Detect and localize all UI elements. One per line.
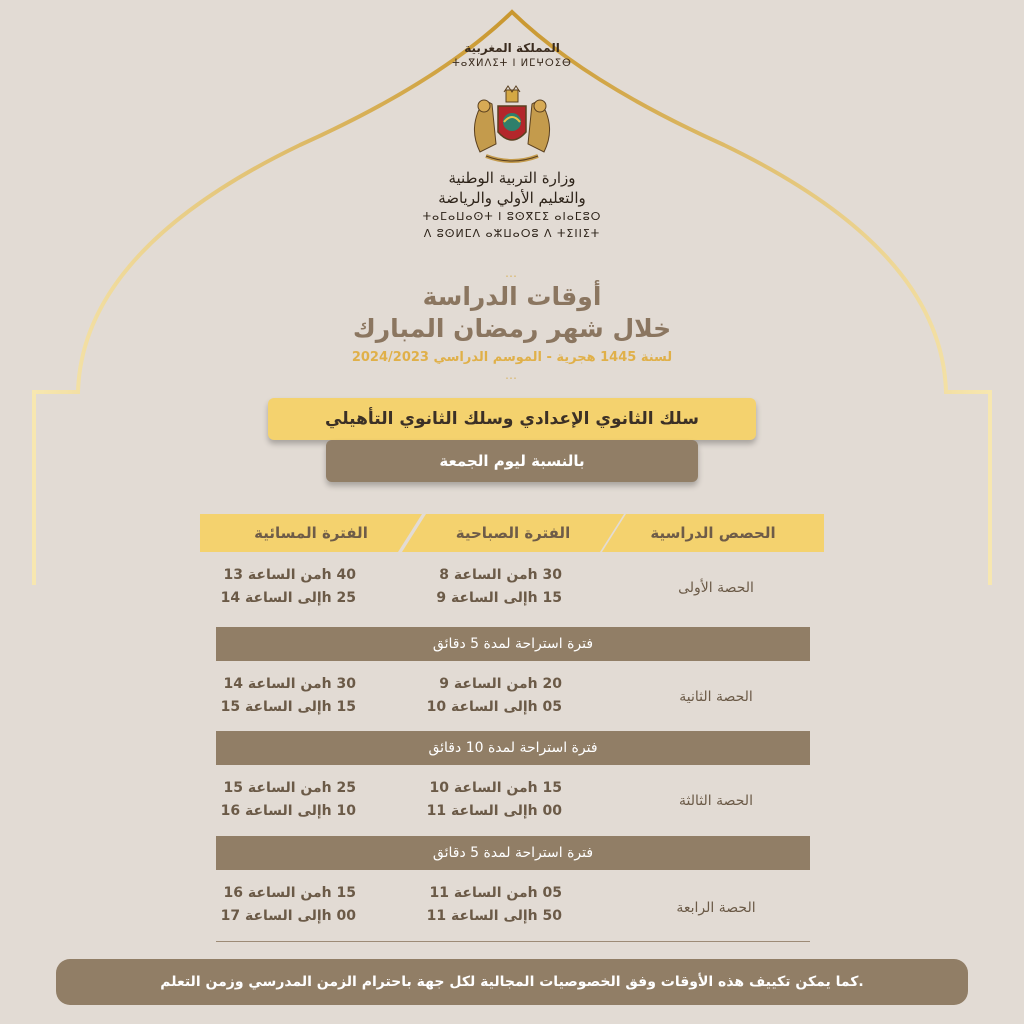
- coat-of-arms-icon: [466, 82, 558, 168]
- header-morning-label: الفترة الصباحية: [455, 524, 571, 542]
- evening-from: من الساعة 15h 25: [223, 780, 356, 796]
- morning-from: من الساعة 10h 15: [429, 780, 562, 796]
- evening-to: إلى الساعة 14h 25: [220, 590, 356, 606]
- evening-from: من الساعة 14h 30: [223, 676, 356, 692]
- morning-to: إلى الساعة 11h 50: [426, 908, 562, 924]
- friday-banner: بالنسبة ليوم الجمعة: [326, 440, 698, 482]
- kingdom-name-arabic: المملكة المغربية: [464, 41, 560, 55]
- page-title-2: خلال شهر رمضان المبارك: [352, 314, 672, 343]
- cycle-banner: سلك الثانوي الإعدادي وسلك الثانوي التأهيلي: [268, 398, 756, 440]
- ministry-name-line-2: والتعليم الأولي والرياضة: [438, 189, 586, 207]
- header-sessions: [602, 514, 824, 552]
- ministry-name-tifinagh-1: ⵜⴰⵎⴰⵡⴰⵙⵜ ⵏ ⵓⵙⴳⵎⵉ ⴰⵏⴰⵎⵓⵔ: [422, 210, 602, 223]
- header-evening: [200, 514, 422, 552]
- header-sessions-label: الحصص الدراسية: [650, 524, 776, 542]
- evening-to: إلى الساعة 16h 10: [220, 803, 356, 819]
- break-bar: فترة استراحة لمدة 10 دقائق: [216, 731, 810, 765]
- evening-to: إلى الساعة 17h 00: [220, 908, 356, 924]
- break-bar: فترة استراحة لمدة 5 دقائق: [216, 627, 810, 661]
- morning-from: من الساعة 11h 05: [429, 885, 562, 901]
- ornament-dots-top: ⋯: [505, 269, 519, 283]
- session-name: الحصة الثانية: [679, 689, 753, 705]
- header-evening-label: الفترة المسائية: [254, 524, 368, 542]
- morning-to: إلى الساعة 9h 15: [436, 590, 562, 606]
- kingdom-name-tifinagh: ⵜⴰⴳⵍⴷⵉⵜ ⵏ ⵍⵎⵖⵔⵉⴱ: [452, 58, 572, 69]
- page-subtitle: لسنة 1445 هجرية - الموسم الدراسي 2024/2023: [351, 350, 673, 365]
- morning-to: إلى الساعة 11h 00: [426, 803, 562, 819]
- session-name: الحصة الأولى: [678, 580, 754, 596]
- ministry-name-line-1: وزارة التربية الوطنية: [448, 169, 576, 187]
- morning-from: من الساعة 8h 30: [439, 567, 562, 583]
- morning-to: إلى الساعة 10h 05: [426, 699, 562, 715]
- ministry-name-tifinagh-2: ⴷ ⵓⵙⵍⵎⴷ ⴰⵣⵡⴰⵔⵓ ⴷ ⵜⵉⵏⵏⵉⵜ: [423, 227, 601, 240]
- page-title: أوقات الدراسة: [422, 282, 602, 311]
- break-bar: فترة استراحة لمدة 5 دقائق: [216, 836, 810, 870]
- morning-from: من الساعة 9h 20: [439, 676, 562, 692]
- evening-to: إلى الساعة 15h 15: [220, 699, 356, 715]
- footer-note: كما يمكن تكييف هذه الأوقات وفق الخصوصيات المجالية لكل جهة باحترام الزمن المدرسي وزمن التعلم.: [56, 959, 968, 1005]
- evening-from: من الساعة 16h 15: [223, 885, 356, 901]
- evening-from: من الساعة 13h 40: [223, 567, 356, 583]
- header-morning: [402, 514, 624, 552]
- session-name: الحصة الرابعة: [676, 900, 756, 916]
- table-bottom-divider: [216, 941, 810, 942]
- ornament-dots-bottom: ⋯: [505, 371, 519, 385]
- session-name: الحصة الثالثة: [679, 793, 753, 809]
